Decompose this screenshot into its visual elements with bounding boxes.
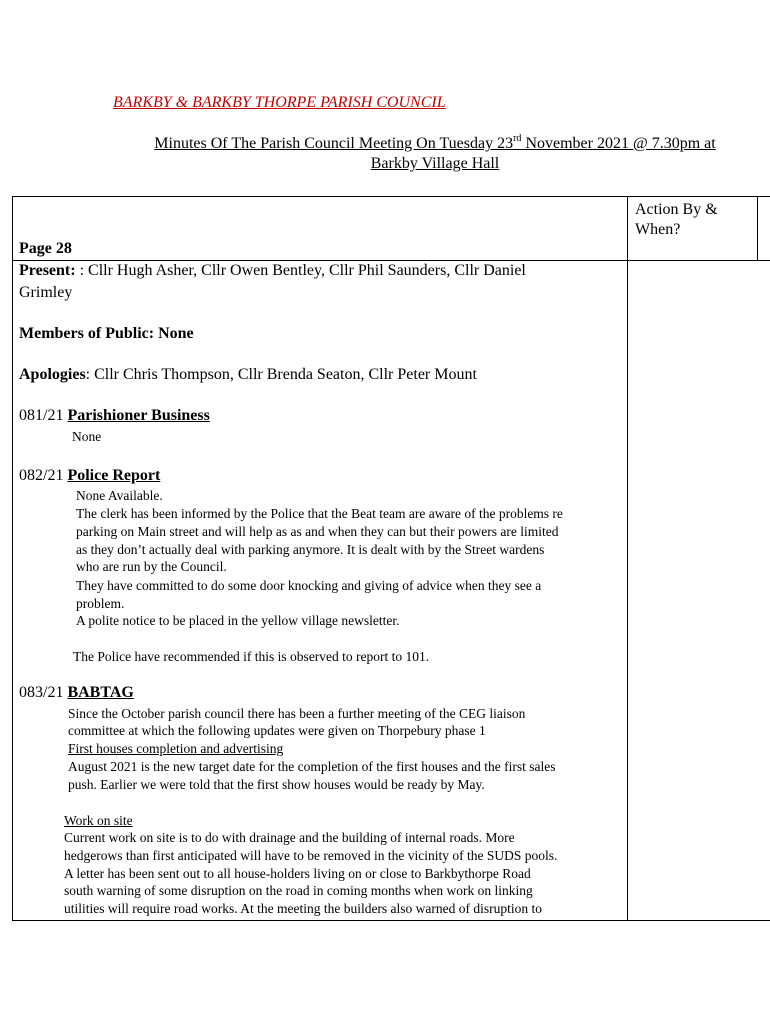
babtag-sub1-heading: First houses completion and advertising (68, 741, 284, 756)
meeting-title-pre: Minutes Of The Parish Council Meeting On Tuesday 23 (154, 135, 514, 152)
police-line-7: problem. (76, 596, 125, 611)
item-083-number: 083/21 (19, 684, 68, 701)
police-final: The Police have recommended if this is observed to report to 101. (73, 649, 430, 664)
members-of-public (19, 325, 194, 343)
babtag-sub1-line-1: August 2021 is the new target date for the completion of the first houses and the first sales (68, 759, 556, 774)
item-081-heading (19, 407, 210, 425)
page-label (19, 240, 72, 258)
council-title: BARKBY & BARKBY THORPE PARISH COUNCIL (113, 94, 446, 111)
meeting-title-sup: rd (513, 133, 522, 144)
meeting-title (100, 134, 770, 174)
present-line (19, 262, 526, 280)
babtag-sub2-heading: Work on site (64, 813, 133, 828)
apologies-names: : Cllr Chris Thompson, Cllr Brenda Seaton, Cllr Peter Mount (85, 366, 477, 383)
meeting-venue: Barkby Village Hall (370, 155, 500, 172)
present-label: Present: (19, 262, 76, 279)
members-of-public-text: Members of Public: None (19, 325, 194, 342)
apologies-label: Apologies (19, 366, 86, 383)
meeting-title-post: November 2021 @ 7.30pm at (521, 135, 716, 152)
apologies-line (19, 366, 477, 384)
item-082-title: Police Report (67, 467, 161, 484)
table-top-border (12, 196, 770, 197)
babtag-sub2-line-3: A letter has been sent out to all house-holders living on or close to Barkbythorpe Road (64, 866, 531, 881)
present-names: : Cllr Hugh Asher, Cllr Owen Bentley, Cllr Phil Saunders, Cllr Daniel (75, 262, 526, 279)
babtag-sub1-line-2: push. Earlier we were told that the first show houses would be ready by May. (68, 777, 485, 792)
babtag-sub2-line-2: hedgerows than first anticipated will have to be removed in the vicinity of the SUDS pools. (64, 848, 558, 863)
police-line-1: None Available. (76, 488, 163, 503)
police-line-8: A polite notice to be placed in the yellow village newsletter. (76, 613, 400, 628)
item-082-heading (19, 467, 160, 485)
police-line-6: They have committed to do some door knocking and giving of advice when they see a (76, 578, 542, 593)
present-line-2: Grimley (19, 284, 73, 301)
police-line-4: as they don’t actually deal with parking anymore. It is dealt with by the Street wardens (76, 542, 545, 557)
page-label-text: Page 28 (19, 240, 72, 257)
babtag-sub2-line-4: south warning of some disruption on the road in coming months when work on linking (64, 883, 533, 898)
babtag-intro-2: committee at which the following updates were given on Thorpebury phase 1 (68, 723, 486, 738)
item-083-title: BABTAG (67, 684, 134, 701)
action-column-header: Action By & When? (635, 201, 718, 238)
table-header-divider (12, 260, 770, 261)
police-line-5: who are run by the Council. (76, 559, 227, 574)
item-083-heading (19, 684, 134, 702)
item-081-title: Parishioner Business (67, 407, 210, 424)
babtag-sub2-line-5: utilities will require road works. At the meeting the builders also warned of disruption to (64, 901, 543, 916)
item-082-number: 082/21 (19, 467, 68, 484)
table-column-divider (627, 196, 628, 921)
table-left-border (12, 196, 13, 921)
meeting-title-line1 (100, 134, 770, 154)
police-line-2: The clerk has been informed by the Police that the Beat team are aware of the problems re (76, 506, 563, 521)
table-right-inner-border (757, 196, 758, 260)
table-bottom-border (12, 920, 770, 921)
item-081-body: None (72, 429, 102, 444)
babtag-intro-1: Since the October parish council there has been a further meeting of the CEG liaison (68, 706, 526, 721)
police-line-3: parking on Main street and will help as as and when they can but their powers are limited (76, 524, 559, 539)
babtag-sub2-line-1: Current work on site is to do with drainage and the building of internal roads. More (64, 830, 515, 845)
item-081-number: 081/21 (19, 407, 68, 424)
